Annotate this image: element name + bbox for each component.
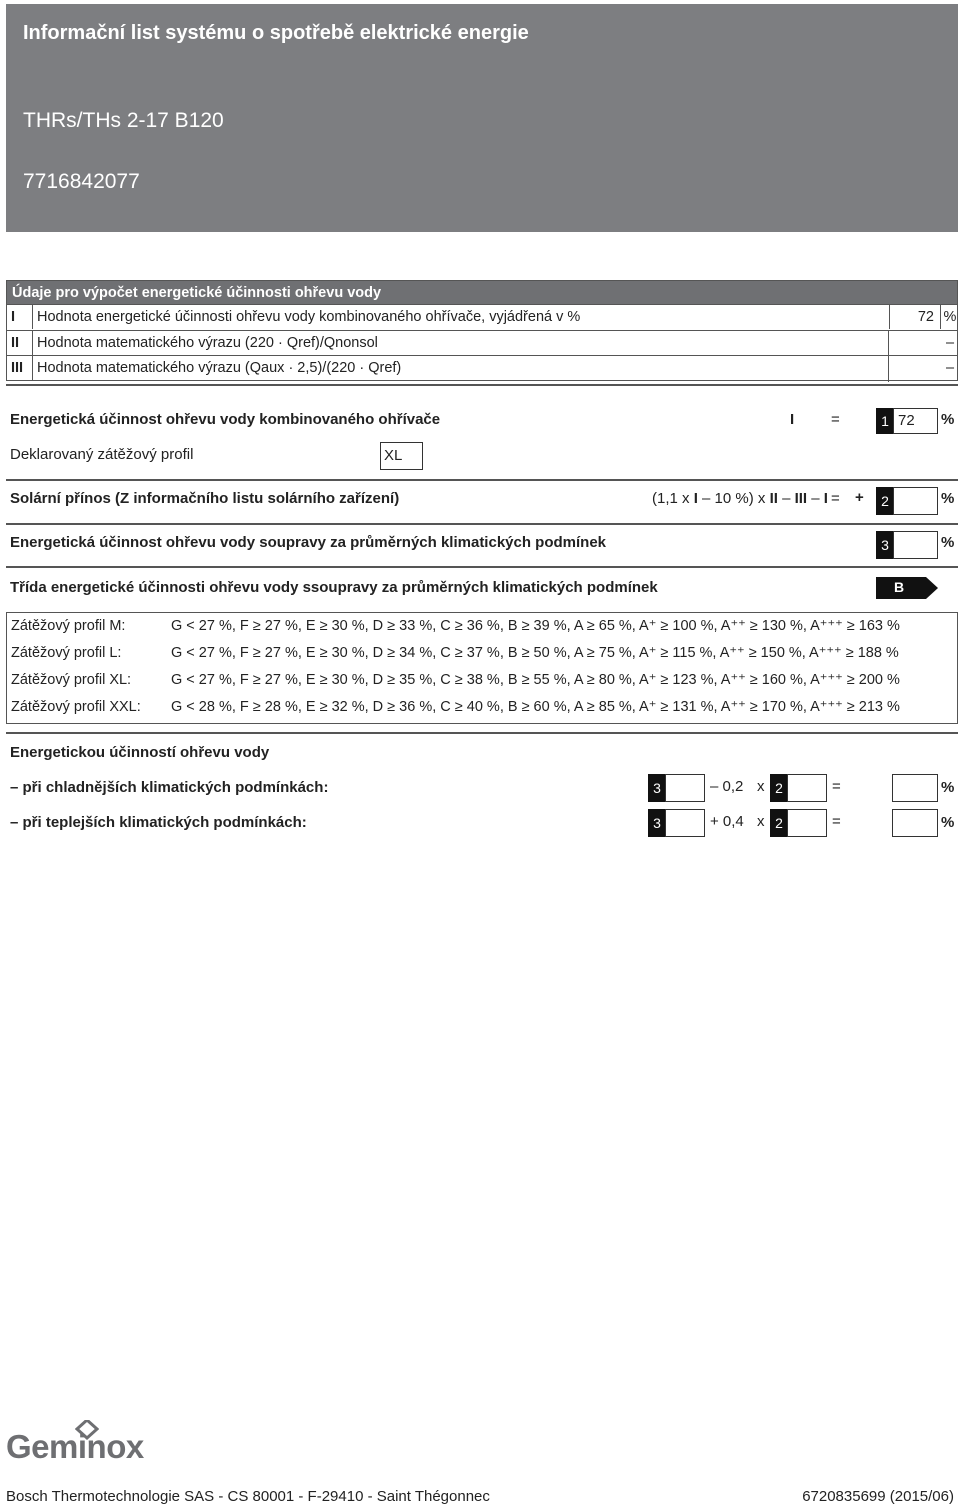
row-label: Hodnota matematického výrazu (Qaux · 2,5)/(220 · Qref) xyxy=(37,360,402,376)
solar-value-box xyxy=(893,487,938,515)
cold-operator: – 0,2 xyxy=(710,778,744,795)
package-efficiency-box xyxy=(893,531,938,559)
package-efficiency-label: Energetická účinnost ohřevu vody soupravy za průměrných klimatických podmínek xyxy=(10,534,607,551)
profile-thresholds: G < 27 %, F ≥ 27 %, E ≥ 30 %, D ≥ 35 %, C ≥ 38 %, B ≥ 55 %, A ≥ 80 %, A⁺ ≥ 123 %, A⁺⁺ ≥ 160 %, A⁺⁺⁺ ≥ 200 % xyxy=(171,672,900,688)
equals-sign: = xyxy=(831,411,840,428)
efficiency-ref: I xyxy=(790,411,795,428)
table-row xyxy=(7,305,957,330)
declared-profile-label: Deklarovaný zátěžový profil xyxy=(10,446,194,463)
profile-label: Zátěžový profil XL: xyxy=(11,672,132,688)
solar-formula xyxy=(652,490,828,507)
percent-sign: % xyxy=(941,534,955,551)
formula-part: – xyxy=(807,490,824,507)
equals-sign: = xyxy=(832,778,841,795)
efficiency-label: Energetická účinnost ohřevu vody kombinovaného ohřívače xyxy=(10,411,441,428)
formula-ref: III xyxy=(794,490,808,507)
box-number: 1 xyxy=(876,408,894,434)
row-label: Hodnota matematického výrazu (220 · Qref)/Qnonsol xyxy=(37,335,378,351)
equals-sign: = xyxy=(832,813,841,830)
energy-class-arrow xyxy=(876,577,938,599)
row-value: 72 xyxy=(889,305,941,329)
profile-label: Zátěžový profil M: xyxy=(11,618,126,634)
row-unit: % xyxy=(943,309,957,325)
warm-box-a xyxy=(665,809,705,837)
energy-class-value: B xyxy=(894,579,905,595)
percent-sign: % xyxy=(941,411,955,428)
formula-ref: I xyxy=(823,490,828,507)
solar-label: Solární přínos (Z informačního listu solárního zařízení) xyxy=(10,490,400,507)
footer-doc-number: 6720835699 (2015/06) xyxy=(802,1488,954,1505)
product-model: THRs/THs 2-17 B120 xyxy=(23,109,224,132)
profile-label: Zátěžový profil L: xyxy=(11,645,122,661)
multiply-sign: x xyxy=(757,813,765,830)
formula-ref: I xyxy=(693,490,698,507)
section-divider xyxy=(6,566,958,568)
formula-part: (1,1 x xyxy=(652,490,694,507)
arrow-shape xyxy=(876,577,938,599)
table-divider xyxy=(888,330,889,382)
box-number: 3 xyxy=(648,809,666,837)
row-value: – xyxy=(945,335,955,351)
warm-operator: + 0,4 xyxy=(710,813,744,830)
box-number: 2 xyxy=(770,809,788,837)
product-code: 7716842077 xyxy=(23,170,140,193)
section-divider xyxy=(6,384,958,386)
percent-sign: % xyxy=(941,490,955,507)
package-class-label: Třída energetické účinnosti ohřevu vody ssoupravy za průměrných klimatických podmínek xyxy=(10,579,658,596)
row-value: – xyxy=(945,360,955,376)
warm-climate-label: – při teplejších klimatických podmínkách: xyxy=(10,814,307,831)
row-number: II xyxy=(7,331,33,355)
section-divider xyxy=(6,523,958,525)
document-title: Informační list systému o spotřebě elektrické energie xyxy=(23,22,529,44)
climate-heading: Energetickou účinností ohřevu vody xyxy=(10,744,270,761)
row-number: I xyxy=(7,305,33,329)
footer-address: Bosch Thermotechnologie SAS - CS 80001 - F-29410 - Saint Thégonnec xyxy=(6,1488,490,1505)
box-number: 3 xyxy=(876,531,894,559)
cold-result-box xyxy=(892,774,938,802)
table-row xyxy=(7,355,957,380)
formula-ref: II xyxy=(769,490,778,507)
box-number: 3 xyxy=(648,774,666,802)
section-divider xyxy=(6,732,958,734)
formula-part: – xyxy=(777,490,795,507)
warm-box-b xyxy=(787,809,827,837)
section-divider xyxy=(6,479,958,481)
cold-box-a xyxy=(665,774,705,802)
profile-thresholds: G < 27 %, F ≥ 27 %, E ≥ 30 %, D ≥ 34 %, C ≥ 37 %, B ≥ 50 %, A ≥ 75 %, A⁺ ≥ 115 %, A⁺⁺ ≥ 150 %, A⁺⁺⁺ ≥ 188 % xyxy=(171,645,899,661)
box-number: 2 xyxy=(876,487,894,515)
table-heading: Údaje pro výpočet energetické účinnosti ohřevu vody xyxy=(7,281,957,305)
percent-sign: % xyxy=(941,814,955,831)
calculation-data-table xyxy=(6,280,958,381)
plus-sign: + xyxy=(855,489,864,506)
row-number: III xyxy=(7,356,33,380)
equals-sign: = xyxy=(831,490,840,507)
row-label: Hodnota energetické účinnosti ohřevu vody kombinovaného ohřívače, vyjádřená v % xyxy=(37,309,581,325)
cold-climate-label: – při chladnějších klimatických podmínkách: xyxy=(10,779,329,796)
profile-thresholds: G < 27 %, F ≥ 27 %, E ≥ 30 %, D ≥ 33 %, C ≥ 36 %, B ≥ 39 %, A ≥ 65 %, A⁺ ≥ 100 %, A⁺⁺ ≥ 130 %, A⁺⁺⁺ ≥ 163 % xyxy=(171,618,900,634)
declared-profile-value: XL xyxy=(380,442,423,470)
multiply-sign: x xyxy=(757,778,765,795)
percent-sign: % xyxy=(941,779,955,796)
efficiency-value-box: 72 xyxy=(893,408,938,434)
profile-class-table xyxy=(6,612,958,724)
box-number: 2 xyxy=(770,774,788,802)
cold-box-b xyxy=(787,774,827,802)
logo-wordmark: Geminox xyxy=(6,1428,144,1465)
warm-result-box xyxy=(892,809,938,837)
table-row xyxy=(7,330,957,355)
formula-part: – 10 %) x xyxy=(697,490,770,507)
profile-label: Zátěžový profil XXL: xyxy=(11,699,141,715)
profile-thresholds: G < 28 %, F ≥ 28 %, E ≥ 32 %, D ≥ 36 %, C ≥ 40 %, B ≥ 60 %, A ≥ 85 %, A⁺ ≥ 131 %, A⁺⁺ ≥ 170 %, A⁺⁺⁺ ≥ 213 % xyxy=(171,699,900,715)
document-header xyxy=(6,4,958,232)
